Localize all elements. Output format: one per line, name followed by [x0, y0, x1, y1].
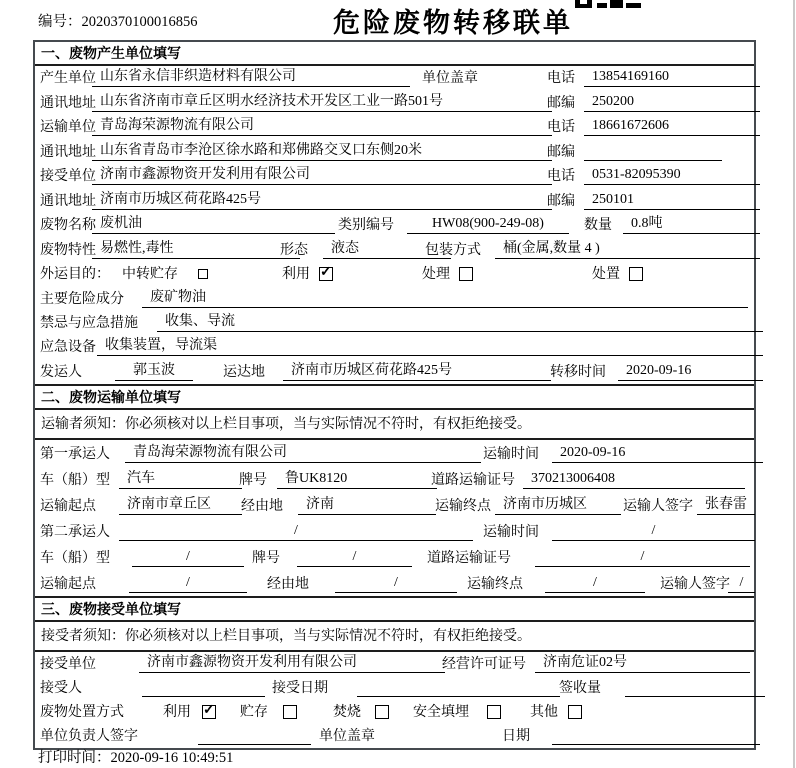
- origin-label: 运输起点: [40, 498, 96, 514]
- row-transport-unit: [35, 115, 754, 139]
- transporter-sign-label: 运输人签字: [660, 576, 730, 592]
- row-produce-unit: [35, 66, 754, 90]
- receive-unit3-value: 济南市鑫源物资开发利用有限公司: [139, 654, 445, 673]
- form-value: 液态: [323, 240, 451, 259]
- transport-time-label: 运输时间: [483, 524, 539, 540]
- section2-body: [35, 440, 754, 596]
- row-vehicle1: [35, 466, 754, 492]
- character-label: 废物特性: [40, 242, 96, 258]
- transporter-sign-label: 运输人签字: [623, 498, 693, 514]
- carrier1-label: 第一承运人: [40, 446, 110, 462]
- vehicle-type-label: 车（船）型: [40, 550, 110, 566]
- section2-title: 二、废物运输单位填写: [35, 384, 754, 410]
- end2-value: /: [545, 574, 645, 593]
- disposal-landfill-label: 安全填埋: [413, 704, 469, 720]
- transport-zip-value: [584, 142, 722, 161]
- end-label: 运输终点: [435, 498, 491, 514]
- date-label: 日期: [502, 728, 530, 744]
- permit-value: 济南危证02号: [535, 654, 750, 673]
- transporter-sign1-value: 张春雷: [697, 496, 755, 515]
- purpose-transfer-storage-checkbox[interactable]: [198, 269, 208, 279]
- origin1-value: 济南市章丘区: [119, 496, 242, 515]
- receiver-value: [142, 678, 265, 697]
- address-label: 通讯地址: [40, 144, 96, 160]
- destination-value: 济南市历城区荷花路425号: [283, 362, 551, 381]
- row-route1: [35, 492, 754, 518]
- via-label: 经由地: [241, 498, 283, 514]
- sign-qty-label: 签收量: [559, 680, 601, 696]
- head-sign-label: 单位负责人签字: [40, 728, 138, 744]
- transport-unit-value: 青岛海荣源物流有限公司: [92, 117, 552, 136]
- destination-label: 运达地: [223, 364, 265, 380]
- section3-title: 三、废物接受单位填写: [35, 596, 754, 622]
- section3-notice: 接受者须知：你必须核对以上栏目事项，当与实际情况不符时，有权拒绝接受。: [35, 622, 754, 652]
- plate-label: 牌号: [239, 472, 267, 488]
- section3-body: [35, 652, 754, 748]
- phone-label: 电话: [547, 169, 575, 185]
- print-time-label: 打印时间：: [38, 750, 111, 766]
- produce-unit-label: 产生单位: [40, 71, 96, 87]
- waste-name-value: 废机油: [92, 215, 335, 234]
- produce-address-value: 山东省济南市章丘区明水经济技术开发区工业一路501号: [92, 93, 552, 112]
- equipment-value: 收集装置，导流渠: [97, 337, 763, 356]
- end-label: 运输终点: [467, 576, 523, 592]
- qty-label: 数量: [584, 218, 612, 234]
- transport-time1-value: 2020-09-16: [552, 444, 763, 463]
- disposal-storage-label: 贮存: [240, 704, 268, 720]
- purpose-transfer-storage-label: 中转贮存: [122, 267, 178, 283]
- row-waste-character: [35, 237, 754, 261]
- purpose-dispose-label: 处置: [592, 267, 620, 283]
- transport-phone-value: 18661672606: [584, 117, 760, 136]
- purpose-treat-checkbox[interactable]: [459, 267, 473, 281]
- taboo-value: 收集、导流: [157, 313, 763, 332]
- vehicle2-value: /: [132, 548, 244, 567]
- purpose-dispose-checkbox[interactable]: [629, 267, 643, 281]
- receive-date-value: [357, 678, 560, 697]
- disposal-other-checkbox[interactable]: [568, 705, 582, 719]
- origin-label: 运输起点: [40, 576, 96, 592]
- purpose-utilize-label: 利用: [282, 267, 310, 283]
- origin2-value: /: [129, 574, 247, 593]
- receive-address-value: 济南市历城区荷花路425号: [92, 191, 552, 210]
- disposal-incinerate-checkbox[interactable]: [375, 705, 389, 719]
- date-value: [552, 726, 760, 745]
- via2-value: /: [335, 574, 457, 593]
- transport-time2-value: /: [552, 522, 755, 541]
- hazard-value: 废矿物油: [142, 289, 748, 308]
- address-label: 通讯地址: [40, 95, 96, 111]
- row-receive-unit3: [35, 652, 754, 676]
- head-sign-value: [198, 726, 311, 745]
- receive-zip-value: 250101: [584, 191, 760, 210]
- serial-number-line: [38, 10, 198, 31]
- sender-value: 郭玉波: [115, 362, 193, 381]
- pack-label: 包装方式: [425, 242, 481, 258]
- plate2-value: /: [297, 548, 412, 567]
- receive-unit-label: 接受单位: [40, 169, 96, 185]
- disposal-storage-checkbox[interactable]: [283, 705, 297, 719]
- vehicle-type-label: 车（船）型: [40, 472, 110, 488]
- phone-label: 电话: [547, 71, 575, 87]
- receive-phone-value: 0531-82095390: [584, 166, 760, 185]
- pack-value: 桶(金属,数量 4 ): [495, 240, 760, 259]
- hazard-label: 主要危险成分: [40, 291, 124, 307]
- form-label: 形态: [280, 242, 308, 258]
- row-carrier1: [35, 440, 754, 466]
- row-transport-address: [35, 139, 754, 163]
- zip-label: 邮编: [547, 95, 575, 111]
- section2-notice: 运输者须知：你必须核对以上栏目事项，当与实际情况不符时，有权拒绝接受。: [35, 410, 754, 440]
- serial-label: 编号：: [38, 14, 82, 30]
- end1-value: 济南市历城区: [495, 496, 621, 515]
- disposal-utilize-checkbox[interactable]: [202, 705, 216, 719]
- waste-name-label: 废物名称: [40, 218, 96, 234]
- road-license-label: 道路运输证号: [431, 472, 515, 488]
- transport-time-label: 运输时间: [483, 446, 539, 462]
- purpose-treat-label: 处理: [422, 267, 450, 283]
- sign-qty-value: [625, 678, 765, 697]
- carrier2-label: 第二承运人: [40, 524, 110, 540]
- plate-label: 牌号: [252, 550, 280, 566]
- disposal-label: 废物处置方式: [40, 704, 124, 720]
- disposal-utilize-label: 利用: [163, 704, 191, 720]
- row-route2: [35, 570, 754, 596]
- transport-address-value: 山东省青岛市李沧区徐水路和郑佛路交叉口东侧20米: [92, 142, 552, 161]
- row-taboo: [35, 311, 754, 335]
- produce-zip-value: 250200: [584, 93, 760, 112]
- address-label: 通讯地址: [40, 193, 96, 209]
- form-title: 危险废物转移联单: [333, 8, 573, 38]
- disposal-landfill-checkbox[interactable]: [487, 705, 501, 719]
- transfer-time-value: 2020-09-16: [618, 362, 763, 381]
- receive-unit-label: 接受单位: [40, 656, 96, 672]
- unit-seal-label: 单位盖章: [422, 71, 478, 87]
- carrier2-value: /: [119, 522, 473, 541]
- via1-value: 济南: [298, 496, 436, 515]
- character-value: 易燃性,毒性: [92, 240, 300, 259]
- transport-unit-label: 运输单位: [40, 120, 96, 136]
- sender-label: 发运人: [40, 364, 82, 380]
- row-receive-unit: [35, 164, 754, 188]
- via-label: 经由地: [267, 576, 309, 592]
- row-purpose: [35, 262, 754, 286]
- row-hazard: [35, 286, 754, 310]
- row-head-sign: [35, 724, 754, 748]
- row-equipment: [35, 335, 754, 359]
- serial-number: 2020370100016856: [81, 14, 198, 30]
- zip-label: 邮编: [547, 193, 575, 209]
- disposal-other-label: 其他: [530, 704, 558, 720]
- category-value: HW08(900-249-08): [407, 215, 569, 234]
- unit-seal-label: 单位盖章: [319, 728, 375, 744]
- receive-unit-value: 济南市鑫源物资开发利用有限公司: [92, 166, 552, 185]
- road-license-label: 道路运输证号: [427, 550, 511, 566]
- row-carrier2: [35, 518, 754, 544]
- vehicle1-value: 汽车: [119, 470, 242, 489]
- section1-title: 一、废物产生单位填写: [35, 42, 754, 66]
- section1-body: [35, 66, 754, 384]
- page-edge: [793, 0, 795, 768]
- zip-label: 邮编: [547, 144, 575, 160]
- road-license1-value: 370213006408: [523, 470, 745, 489]
- row-receiver: [35, 676, 754, 700]
- transfer-time-label: 转移时间: [550, 364, 606, 380]
- receiver-label: 接受人: [40, 680, 82, 696]
- phone-label: 电话: [547, 120, 575, 136]
- row-waste-name: [35, 213, 754, 237]
- purpose-utilize-checkbox[interactable]: [319, 267, 333, 281]
- print-time-value: 2020-09-16 10:49:51: [110, 750, 234, 766]
- carrier1-value: 青岛海荣源物流有限公司: [125, 444, 481, 463]
- purpose-label: 外运目的：: [40, 267, 110, 283]
- print-time-line: [38, 746, 233, 767]
- row-disposal: [35, 700, 754, 724]
- disposal-incinerate-label: 焚烧: [333, 704, 361, 720]
- transporter-sign2-value: /: [728, 574, 755, 593]
- row-receive-address: [35, 188, 754, 212]
- row-sender: [35, 359, 754, 383]
- qty-value: 0.8吨: [623, 215, 760, 234]
- row-vehicle2: [35, 544, 754, 570]
- plate1-value: 鲁UK8120: [277, 470, 437, 489]
- form-box: [33, 40, 756, 750]
- row-produce-address: [35, 90, 754, 114]
- produce-phone-value: 13854169160: [584, 68, 760, 87]
- receive-date-label: 接受日期: [272, 680, 328, 696]
- category-label: 类别编号: [338, 218, 394, 234]
- equipment-label: 应急设备: [40, 340, 96, 356]
- taboo-label: 禁忌与应急措施: [40, 315, 138, 331]
- permit-label: 经营许可证号: [442, 656, 526, 672]
- produce-unit-value: 山东省永信非织造材料有限公司: [92, 68, 410, 87]
- road-license2-value: /: [535, 548, 750, 567]
